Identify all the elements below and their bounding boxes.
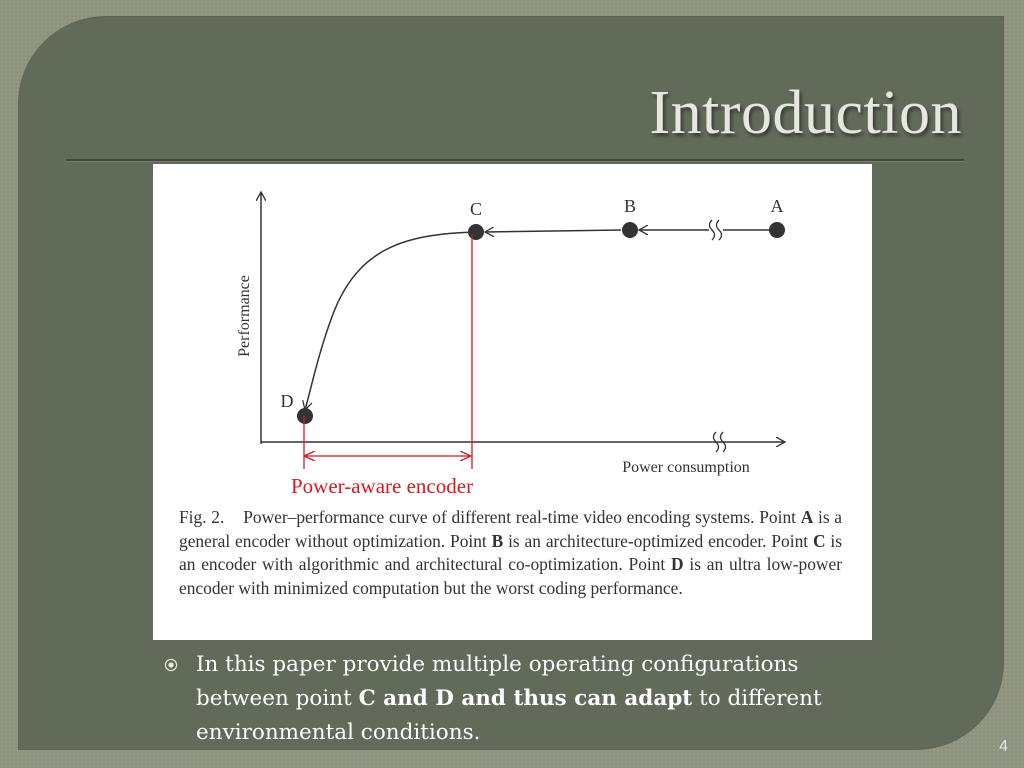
point-a-label: A [770,196,784,216]
performance-curve [305,232,476,410]
annotation-label: Power-aware encoder [291,474,474,498]
bullet-text-end: to different environmental conditions. [196,686,822,745]
title-divider [66,159,964,161]
caption-text-1: Power–performance curve of different real-time video encoding systems. Point [243,507,801,527]
point-b-label: B [623,196,637,216]
bullet-list [164,648,864,750]
caption-fig-label: Fig. 2. [179,507,225,527]
point-c-label: C [469,199,483,219]
page-number: 4 [999,738,1008,755]
point-a [769,222,785,238]
bullet-circle-icon [164,658,178,672]
caption-text-4: is an encoder with algorithmic and architectural co-optimization. Point [179,530,842,575]
point-b [622,222,638,238]
bullet-item [196,648,864,750]
bullet-text-normal: In this paper provide multiple operating configurations between point [196,652,799,711]
a-to-b-break [710,220,722,240]
point-d-label: D [280,391,294,411]
bullet-text-bold: C and D and thus can adapt [358,686,693,711]
point-c [468,224,484,240]
slide-title: Introduction [649,79,962,147]
point-d [297,408,313,424]
caption-point-d: D [671,554,684,575]
figure-caption [179,506,842,600]
x-axis-label: Power consumption [622,459,750,476]
caption-text-2: is a general encoder without optimization. Point [179,507,843,551]
y-axis-label: Performance [236,275,253,357]
caption-point-b: B [491,530,504,551]
caption-text-3: is an architecture-optimized encoder. Point [503,530,813,551]
caption-text-5: is an ultra low-power encoder with minimized computation but the worst coding performance. [179,554,842,598]
caption-point-c: C [812,530,826,551]
b-to-c-arrow [485,230,621,232]
caption-point-a: A [800,507,814,527]
figure [153,164,872,640]
